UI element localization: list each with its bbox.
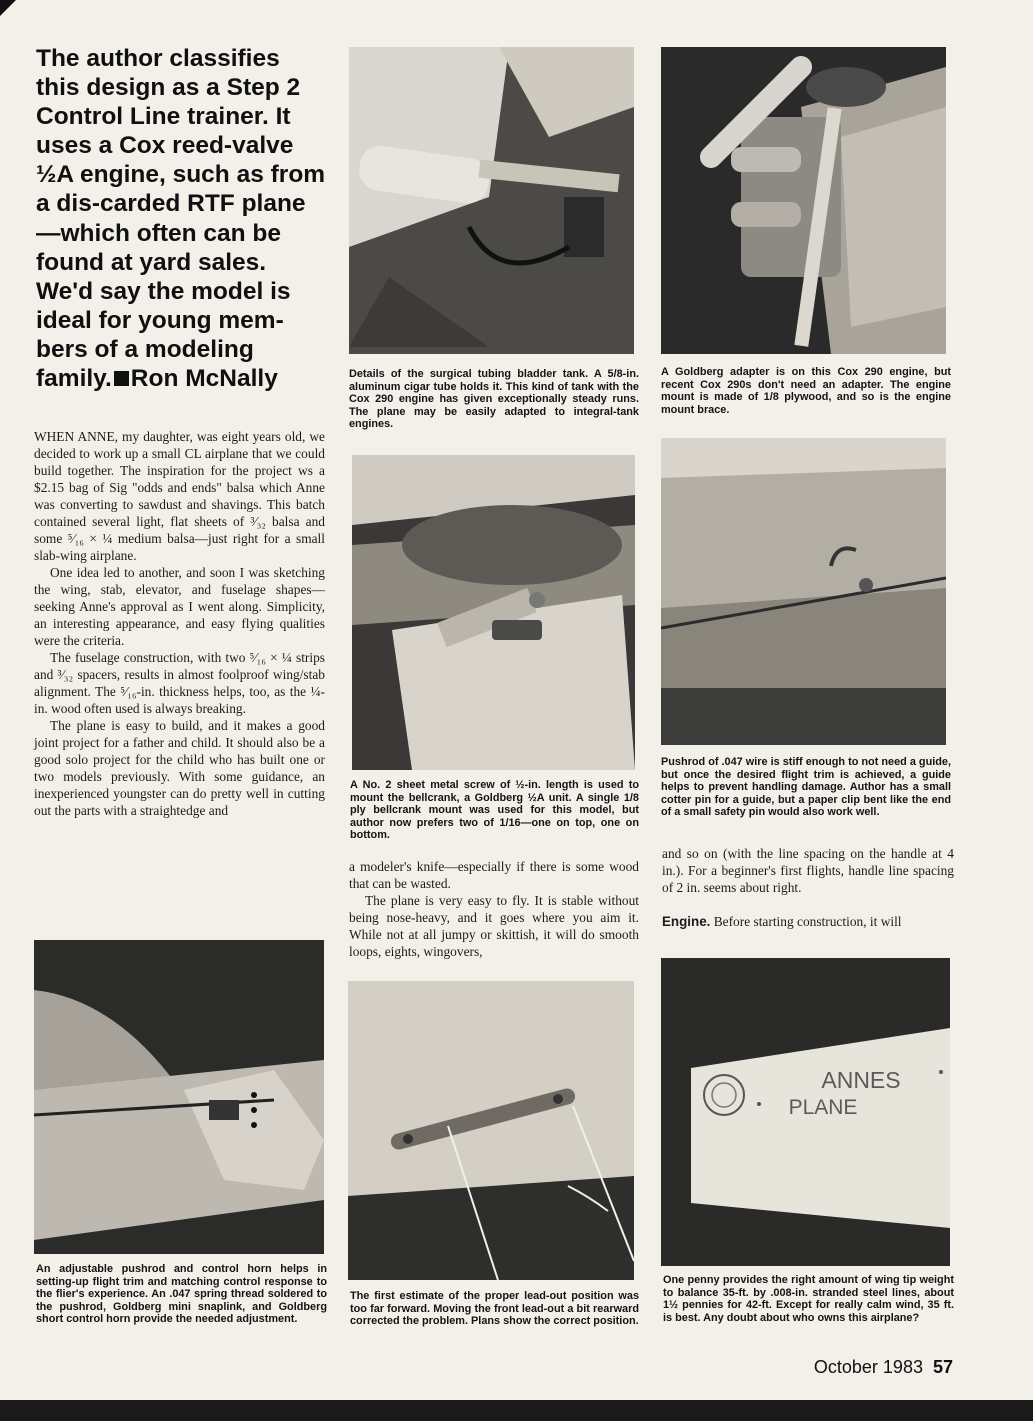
photo-pushrod xyxy=(661,438,946,745)
body-column-3 xyxy=(662,845,954,930)
page-number: 57 xyxy=(932,1357,953,1377)
photo-bellcrank xyxy=(352,455,635,770)
photo-goldberg-adapter xyxy=(661,47,946,354)
body-column-1 xyxy=(34,428,325,819)
body-paragraph: and so on (with the line spacing on the handle at 4 in.). For a beginner's first flights, handle line spacing of 2 in. seems about right. xyxy=(662,846,954,895)
body-column-2 xyxy=(349,858,639,960)
body-paragraph: The plane is very easy to fly. It is stable without being nose-heavy, and it goes where you aim it. While not at all jumpy or skittish, it will do smooth loops, eights, wingovers, xyxy=(349,893,639,959)
photo-penny-wingtip xyxy=(661,958,950,1266)
photo-bellcrank-image xyxy=(352,455,635,770)
photo-bladder-tank xyxy=(349,47,634,354)
photo-goldberg-adapter-image xyxy=(661,47,946,354)
wing-label-line2: PLANE xyxy=(788,1096,858,1119)
photo-leadout-image xyxy=(348,981,634,1280)
body-paragraph: a modeler's knife—especially if there is some wood that can be wasted. xyxy=(349,859,639,891)
photo-control-horn xyxy=(34,940,324,1254)
page-footer xyxy=(814,1357,953,1378)
body-paragraph: One idea led to another, and soon I was sketching the wing, stab, elevator, and fuselage shapes—seeking Anne's approval as I went along. Simplicity, an interesting appearance, and easy flying qualities were the criteria. xyxy=(34,565,325,648)
body-paragraph: The plane is easy to build, and it makes a good joint project for a father and child. It should also be a good solo project for the child who has built one or two models previously. With some guidance, an inexperienced youngster can do pretty well in cutting out the parts with a straightedge and xyxy=(34,718,325,818)
body-text-engine: Before starting construction, it will xyxy=(713,914,902,929)
caption-control-horn: An adjustable pushrod and control horn helps in setting-up flight trim and matching control response to the flier's experience. An .047 spring thread soldered to the pushrod, Goldberg mini snaplink, and Goldberg short control horn provide the needed adjustment. xyxy=(36,1263,327,1325)
end-square-icon xyxy=(114,371,129,386)
wing-label-line1: ANNES xyxy=(821,1067,901,1093)
photo-control-horn-image xyxy=(34,940,324,1254)
caption-bellcrank: A No. 2 sheet metal screw of ½-in. length is used to mount the bellcrank, a Goldberg ½A unit. A single 1/8 ply bellcrank mount was used for this model, but author now prefers two of 1/16—one on top, one on bottom. xyxy=(350,779,639,841)
photo-pushrod-image xyxy=(661,438,946,745)
caption-leadout: The first estimate of the proper lead-out position was too far forward. Moving the front lead-out a bit rearward corrected the problem. Plans show the correct position. xyxy=(350,1290,639,1327)
caption-penny: One penny provides the right amount of wing tip weight to balance 35-ft. by .008-in. stranded steel lines, about 1½ pennies for 42-ft. Except for really calm wind, 35 ft. is best. Any doubt about who owns this airplane? xyxy=(663,1274,954,1324)
author-name: Ron McNally xyxy=(130,365,278,393)
photo-bladder-tank-image xyxy=(349,47,634,354)
body-paragraph: The fuselage construction, with two ⁵⁄₁₆ × ¼ strips and ³⁄₃₂ spacers, results in almost foolproof wing/stab alignment. The ⁵⁄₁₆-in. thickness helps, too, as the ¼-in. wood often used is always breaking. xyxy=(34,650,325,716)
body-paragraph-engine xyxy=(662,913,954,930)
caption-pushrod: Pushrod of .047 wire is stiff enough to not need a guide, but once the desired flight trim is achieved, a guide helps to prevent handling damage. Author has a small cotter pin for a guide, but a paper clip bent like the end of a small safety pin would also work well. xyxy=(661,756,951,818)
caption-goldberg-adapter: A Goldberg adapter is on this Cox 290 engine, but recent Cox 290s don't need an adapter. The engine mount is made of 1/8 plywood, and so is the engine mount brace. xyxy=(661,366,951,416)
headline-block xyxy=(36,44,328,393)
body-paragraph: WHEN ANNE, my daughter, was eight years old, we decided to work up a small CL airplane that we could build together. The inspiration for the project ws a $2.15 bag of Sig "odds and ends" balsa which Anne was converting to sawdust and shavings. This batch contained several light, flat sheets of ³⁄₃₂ balsa and some ⁵⁄₁₆ × ¼ medium balsa—just right for a small slab-wing airplane. xyxy=(34,429,325,563)
caption-bladder-tank: Details of the surgical tubing bladder tank. A 5/8-in. aluminum cigar tube holds it. This kind of tank with the Cox 290 engine has given exceptionally steady runs. The plane may be easily adapted to integral-tank engines. xyxy=(349,368,639,430)
runin-heading-engine: Engine. xyxy=(662,914,711,929)
photo-penny-wingtip-image xyxy=(661,958,950,1266)
headline-text: The author classifies this design as a Step 2 Control Line trainer. It uses a Cox reed-valve ½A engine, such as from a dis-carded RTF plane—which often can be found at yard sales. We'd say the model is ideal for young mem-bers of a modeling family. xyxy=(36,45,326,393)
issue-date: October 1983 xyxy=(813,1357,923,1377)
photo-leadout xyxy=(348,981,634,1280)
page-corner xyxy=(0,0,16,16)
